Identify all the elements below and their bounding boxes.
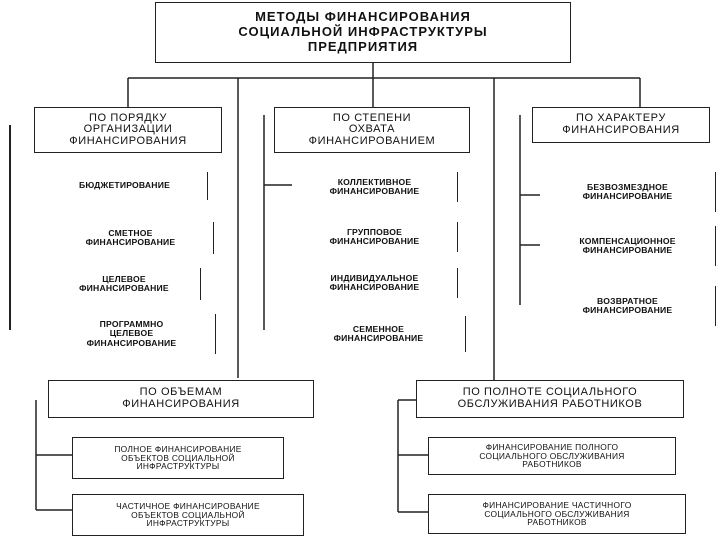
- coverage-item-individual: ИНДИВИДУАЛЬНОЕ ФИНАНСИРОВАНИЕ: [292, 268, 458, 298]
- completeness-item-partial: ФИНАНСИРОВАНИЕ ЧАСТИЧНОГО СОЦИАЛЬНОГО ОБСЛУЖИВАНИЯ РАБОТНИКОВ: [428, 494, 686, 534]
- coverage-item-family: СЕМЕННОЕ ФИНАНСИРОВАНИЕ: [292, 316, 466, 352]
- coverage-item-group: ГРУППОВОЕ ФИНАНСИРОВАНИЕ: [292, 222, 458, 252]
- character-item-compensation: КОМПЕНСАЦИОННОЕ ФИНАНСИРОВАНИЕ: [540, 226, 716, 266]
- group-volume-header: ПО ОБЪЕМАМ ФИНАНСИРОВАНИЯ: [48, 380, 314, 418]
- character-item-return: ВОЗВРАТНОЕ ФИНАНСИРОВАНИЕ: [540, 286, 716, 326]
- coverage-item-collective: КОЛЛЕКТИВНОЕ ФИНАНСИРОВАНИЕ: [292, 172, 458, 202]
- group-character-header: ПО ХАРАКТЕРУ ФИНАНСИРОВАНИЯ: [532, 107, 710, 143]
- volume-item-full: ПОЛНОЕ ФИНАНСИРОВАНИЕ ОБЪЕКТОВ СОЦИАЛЬНОЙ ИНФРАСТРУКТУРЫ: [72, 437, 284, 479]
- group-order-header: ПО ПОРЯДКУ ОРГАНИЗАЦИИ ФИНАНСИРОВАНИЯ: [34, 107, 222, 153]
- group-completeness-header: ПО ПОЛНОТЕ СОЦИАЛЬНОГО ОБСЛУЖИВАНИЯ РАБОТНИКОВ: [416, 380, 684, 418]
- group-coverage-header: ПО СТЕПЕНИ ОХВАТА ФИНАНСИРОВАНИЕМ: [274, 107, 470, 153]
- volume-item-partial: ЧАСТИЧНОЕ ФИНАНСИРОВАНИЕ ОБЪЕКТОВ СОЦИАЛЬНОЙ ИНФРАСТРУКТУРЫ: [72, 494, 304, 536]
- order-item-budgeting: БЮДЖЕТИРОВАНИЕ: [42, 172, 208, 200]
- character-item-free: БЕЗВОЗМЕЗДНОЕ ФИНАНСИРОВАНИЕ: [540, 172, 716, 212]
- order-item-estimate: СМЕТНОЕ ФИНАНСИРОВАНИЕ: [48, 222, 214, 254]
- completeness-item-full: ФИНАНСИРОВАНИЕ ПОЛНОГО СОЦИАЛЬНОГО ОБСЛУЖИВАНИЯ РАБОТНИКОВ: [428, 437, 676, 475]
- order-item-target: ЦЕЛЕВОЕ ФИНАНСИРОВАНИЕ: [48, 268, 201, 300]
- order-item-program: ПРОГРАММНО ЦЕЛЕВОЕ ФИНАНСИРОВАНИЕ: [48, 314, 216, 354]
- diagram-title: МЕТОДЫ ФИНАНСИРОВАНИЯ СОЦИАЛЬНОЙ ИНФРАСТРУКТУРЫ ПРЕДПРИЯТИЯ: [155, 2, 571, 63]
